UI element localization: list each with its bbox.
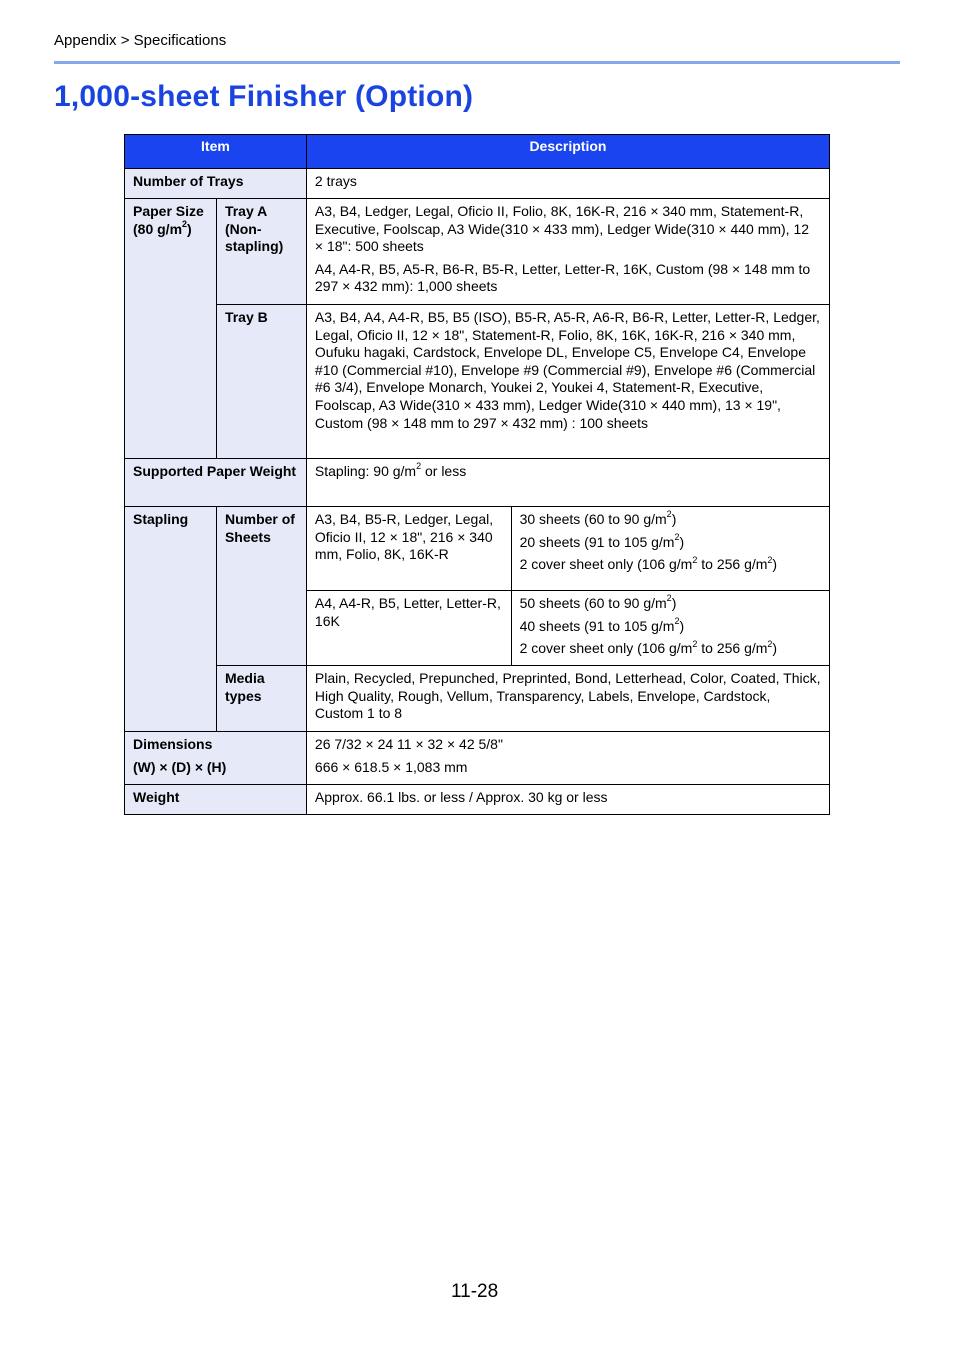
label-paper-size-unit-a: (80 g/m <box>133 220 183 237</box>
table-header-row <box>125 135 830 169</box>
label-paper-size <box>125 199 217 459</box>
label-stapling: Stapling <box>125 507 217 732</box>
sheets-2-line-3: 2 cover sheet only (106 $g/m^2$ to 256 $g/m^2$) <box>519 638 778 657</box>
sheets-2-line-2: 40 sheets (91 to 105 $g/m^2$) <box>519 615 685 634</box>
label-paper-size-unit-b: ) <box>187 220 192 237</box>
label-number-of-sheets: Number of Sheets <box>216 507 306 666</box>
label-dimensions <box>125 732 307 785</box>
page-title: 1,000-sheet Finisher (Option) <box>54 80 474 113</box>
label-number-of-trays: Number of Trays <box>125 169 307 199</box>
value-supported-paper-weight <box>306 459 829 507</box>
value-tray-a-p1: A3, B4, Ledger, Legal, Oficio II, Folio, 8K, 16K-R, 216 × 340 mm, Statement-R, Executive, Foolscap, A3 Wide(310 × 433 mm), Ledger Wide(310 × 440 mm), 12 × 18": 500 sheets <box>314 203 810 255</box>
value-tray-b: A3, B4, A4, A4-R, B5, B5 (ISO), B5-R, A5-R, A6-R, B6-R, Letter, Letter-R, Ledger, Legal, Oficio II, 12 × 18", Statement-R, Folio, 8K, 16K, 16K-R, 216 × 340 mm, Oufuku hagaki, Cardstock, Envelope DL, Envelope C5, Envelope C4, Envelope #10 (Commercial #10), Envelope #9 (Commercial #9), Envelope #6 (Commercial #6 3/4), Envelope Monarch, Youkei 2, Youkei 4, Statement-R, Executive, Foolscap, A3 Wide(310 × 433 mm), Ledger Wide(310 × 440 mm), 13 × 19", Custom (98 × 148 mm to 297 × 432 mm) : 100 sheets <box>306 305 829 459</box>
label-paper-size-text: Paper Size <box>133 203 204 219</box>
label-paper-size-unit-sup: 2 <box>182 218 188 229</box>
value-sheets-counts-1 <box>511 507 829 591</box>
column-header-item: Item <box>125 135 307 169</box>
value-tray-a-p2: A4, A4-R, B5, A5-R, B6-R, B5-R, Letter, Letter-R, 16K, Custom (98 × 148 mm to 297 × 432 mm): 1,000 sheets <box>314 260 811 295</box>
value-dimensions <box>306 732 829 785</box>
value-dimensions-mm: 666 × 618.5 × 1,083 mm <box>314 758 468 775</box>
label-dimensions-sub: (W) × (D) × (H) <box>133 758 227 775</box>
row-supported-paper-weight <box>125 459 830 507</box>
value-supported-weight-a: Stapling: 90 g/m <box>314 463 417 479</box>
label-supported-paper-weight: Supported Paper Weight <box>125 459 307 507</box>
value-sheets-sizes-2: A4, A4-R, B5, Letter, Letter-R, 16K <box>306 591 511 666</box>
row-dimensions <box>125 732 830 785</box>
label-weight: Weight <box>125 785 307 815</box>
label-tray-b: Tray B <box>216 305 306 459</box>
row-paper-size-tray-a <box>125 199 830 305</box>
label-media-types: Media types <box>216 666 306 732</box>
column-header-description: Description <box>306 135 829 169</box>
sheets-1-line-2: 20 sheets (91 to 105 $g/m^2$) <box>519 531 685 550</box>
value-number-of-trays: 2 trays <box>306 169 829 199</box>
value-dimensions-inches: 26 7/32 × 24 11 × 32 × 42 5/8" <box>314 736 503 752</box>
spec-table <box>124 134 830 815</box>
value-weight: Approx. 66.1 lbs. or less / Approx. 30 kg or less <box>306 785 829 815</box>
row-weight <box>125 785 830 815</box>
breadcrumb: Appendix > Specifications <box>54 32 227 49</box>
sheets-1-line-1: 30 sheets (60 to 90 $g/m^2$) <box>519 509 677 527</box>
header-divider <box>54 61 900 64</box>
value-tray-a <box>306 199 829 305</box>
sheets-2-line-1: 50 sheets (60 to 90 $g/m^2$) <box>519 593 677 611</box>
value-supported-weight-b: or less <box>421 463 467 479</box>
label-tray-a: Tray A (Non-stapling) <box>216 199 306 305</box>
row-number-of-trays <box>125 169 830 199</box>
sheets-1-line-3: 2 cover sheet only (106 $g/m^2$ to 256 $g/m^2$) <box>519 554 778 573</box>
page-number: 11-28 <box>451 1281 499 1302</box>
value-supported-weight-sup: 2 <box>416 461 422 472</box>
row-stapling-sheets-1 <box>125 507 830 591</box>
row-paper-size-tray-b <box>125 305 830 459</box>
value-media-types: Plain, Recycled, Prepunched, Preprinted, Bond, Letterhead, Color, Coated, Thick, High Quality, Rough, Vellum, Transparency, Labels, Envelope, Cardstock, Custom 1 to 8 <box>306 666 829 732</box>
value-sheets-sizes-1: A3, B4, B5-R, Ledger, Legal, Oficio II, 12 × 18", 216 × 340 mm, Folio, 8K, 16K-R <box>306 507 511 591</box>
row-stapling-media-types <box>125 666 830 732</box>
value-sheets-counts-2 <box>511 591 829 666</box>
label-dimensions-text: Dimensions <box>133 736 213 752</box>
